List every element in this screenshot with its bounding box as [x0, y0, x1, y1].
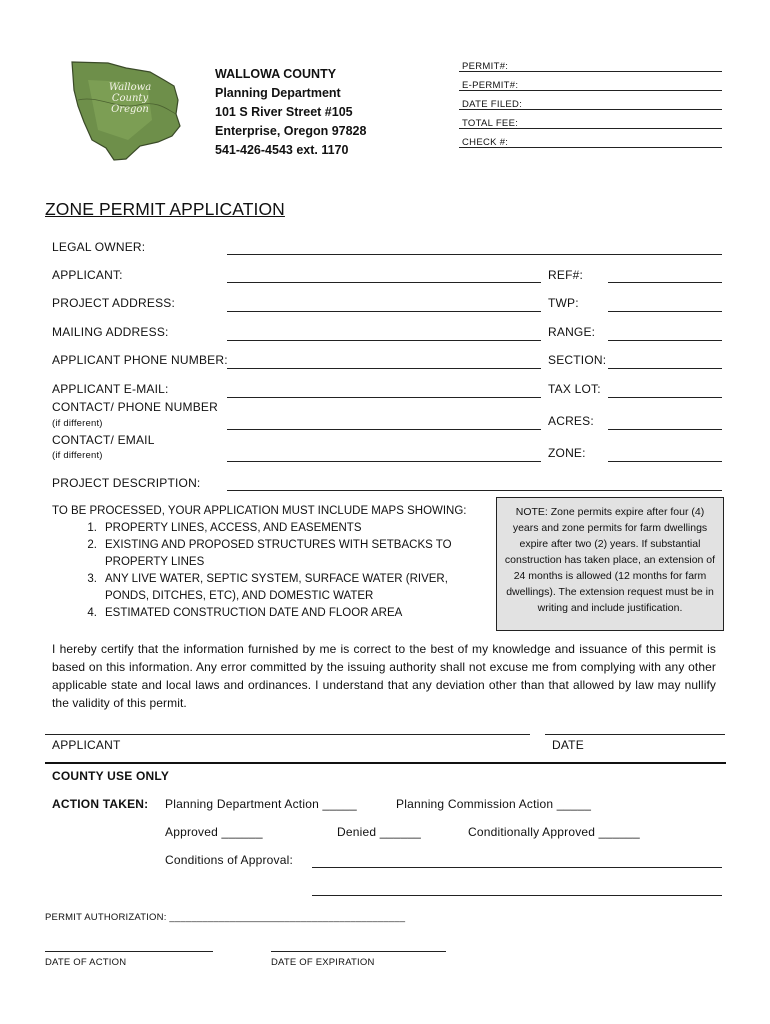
action-taken-label: ACTION TAKEN:: [52, 797, 149, 811]
date-of-action-field[interactable]: [45, 951, 213, 952]
street-address: 101 S River Street #105: [215, 105, 353, 119]
acres-label: ACRES:: [548, 414, 594, 428]
range-field[interactable]: [608, 340, 722, 341]
range-label: RANGE:: [548, 325, 596, 339]
project-description-label: PROJECT DESCRIPTION:: [52, 476, 201, 490]
logo-text-2: Oregon: [111, 104, 149, 115]
mailing-address-field[interactable]: [227, 340, 541, 341]
county-use-divider: [45, 762, 726, 764]
total-fee-label: TOTAL FEE:: [462, 118, 519, 129]
list-item: 4. ESTIMATED CONSTRUCTION DATE AND FLOOR AREA: [87, 607, 403, 619]
planning-commission-action: Planning Commission Action _____: [396, 797, 592, 811]
mailing-address-label: MAILING ADDRESS:: [52, 325, 169, 339]
applicant-signature-field[interactable]: [45, 734, 530, 735]
maps-requirements: [52, 503, 467, 622]
contact-phone-note: (if different): [52, 418, 103, 429]
e-permit-label: E-PERMIT#:: [462, 80, 519, 91]
conditions-field-2[interactable]: [312, 895, 722, 896]
permit-field[interactable]: [459, 71, 722, 72]
applicant-email-field[interactable]: [227, 397, 541, 398]
department-name: Planning Department: [215, 86, 341, 100]
check-label: CHECK #:: [462, 137, 509, 148]
form-title: ZONE PERMIT APPLICATION: [45, 199, 285, 219]
applicant-label: APPLICANT:: [52, 268, 123, 282]
conditionally-approved-option: Conditionally Approved ______: [468, 825, 640, 839]
section-label: SECTION:: [548, 353, 607, 367]
denied-option: Denied ______: [337, 825, 422, 839]
zone-field[interactable]: [608, 461, 722, 462]
legal-owner-field[interactable]: [227, 254, 722, 255]
org-name: WALLOWA COUNTY: [215, 67, 337, 81]
applicant-signature-label: APPLICANT: [52, 738, 121, 752]
logo-text-1: Wallowa County: [108, 82, 152, 104]
expiration-note: NOTE: Zone permits expire after four (4) years and zone permits for farm dwellings expire after two (2) years. If substantial construction has taken place, an extension of 24 months is allowed (12 months for farm dwellings). The extension request must be in writing and include justification.: [496, 497, 724, 631]
permit-authorization: PERMIT AUTHORIZATION: ___________________________________________: [45, 912, 406, 923]
project-address-field[interactable]: [227, 311, 541, 312]
certification-text: I hereby certify that the information furnished by me is correct to the best of my knowledge and issuance of this permit is based on this information. Any error committed by the issuing authority shall not excuse me from complying with any other applicable state and local laws and ordinances. I understand that any deviation other than that allowed by law may nullify the validity of this permit.: [52, 642, 716, 710]
tax-lot-field[interactable]: [608, 397, 722, 398]
phone-number: 541-426-4543 ext. 1170: [215, 143, 349, 157]
e-permit-field[interactable]: [459, 90, 722, 91]
ref-field[interactable]: [608, 282, 722, 283]
planning-dept-action: Planning Department Action _____: [165, 797, 357, 811]
county-use-heading: COUNTY USE ONLY: [52, 769, 170, 783]
date-of-action-label: DATE OF ACTION: [45, 957, 127, 968]
approved-option: Approved ______: [165, 825, 263, 839]
permit-label: PERMIT#:: [462, 61, 509, 72]
date-filed-field[interactable]: [459, 109, 722, 110]
applicant-email-label: APPLICANT E-MAIL:: [52, 382, 169, 396]
applicant-phone-field[interactable]: [227, 368, 541, 369]
acres-field[interactable]: [608, 429, 722, 430]
date-signature-label: DATE: [552, 738, 584, 752]
contact-phone-field[interactable]: [227, 429, 541, 430]
legal-owner-label: LEGAL OWNER:: [52, 240, 146, 254]
list-item: 3. ANY LIVE WATER, SEPTIC SYSTEM, SURFACE WATER (RIVER, PONDS, DITCHES, ETC), AND DOMESTIC WATER: [87, 573, 448, 602]
applicant-field[interactable]: [227, 282, 541, 283]
list-item: 1. PROPERTY LINES, ACCESS, AND EASEMENTS: [87, 522, 362, 534]
date-signature-field[interactable]: [545, 734, 725, 735]
ref-label: REF#:: [548, 268, 584, 282]
list-item: 2. EXISTING AND PROPOSED STRUCTURES WITH SETBACKS TO PROPERTY LINES: [87, 539, 452, 568]
total-fee-field[interactable]: [459, 128, 722, 129]
section-field[interactable]: [608, 368, 722, 369]
county-map-logo: [68, 60, 188, 162]
contact-phone-label: CONTACT/ PHONE NUMBER: [52, 400, 218, 414]
zone-label: ZONE:: [548, 446, 586, 460]
date-of-expiration-label: DATE OF EXPIRATION: [271, 957, 375, 968]
conditions-label: Conditions of Approval:: [165, 853, 294, 867]
city-address: Enterprise, Oregon 97828: [215, 124, 367, 138]
date-of-expiration-field[interactable]: [271, 951, 446, 952]
county-address: [215, 65, 366, 160]
logo-lettering: [90, 82, 170, 115]
project-address-label: PROJECT ADDRESS:: [52, 296, 176, 310]
maps-intro: TO BE PROCESSED, YOUR APPLICATION MUST INCLUDE MAPS SHOWING:: [52, 505, 467, 517]
twp-field[interactable]: [608, 311, 722, 312]
contact-email-note: (if different): [52, 450, 103, 461]
contact-email-label: CONTACT/ EMAIL: [52, 433, 155, 447]
date-filed-label: DATE FILED:: [462, 99, 523, 110]
conditions-field-1[interactable]: [312, 867, 722, 868]
contact-email-field[interactable]: [227, 461, 541, 462]
project-description-field[interactable]: [227, 490, 722, 491]
applicant-phone-label: APPLICANT PHONE NUMBER:: [52, 353, 228, 367]
tax-lot-label: TAX LOT:: [548, 382, 601, 396]
check-field[interactable]: [459, 147, 722, 148]
twp-label: TWP:: [548, 296, 579, 310]
